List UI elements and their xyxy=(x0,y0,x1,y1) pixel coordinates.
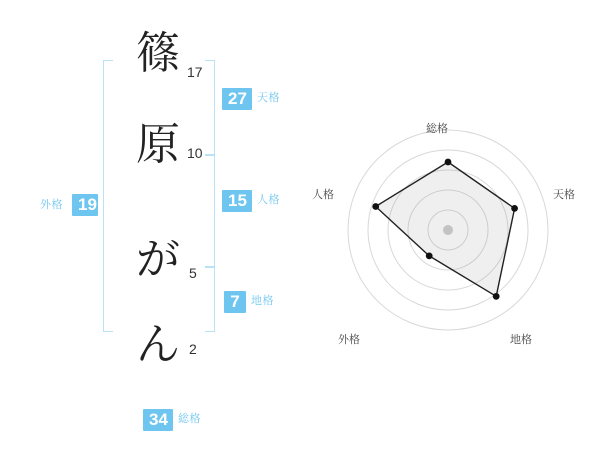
earth-score-bracket xyxy=(205,267,215,332)
score-badge-earth: 7 xyxy=(224,291,246,313)
stroke-count-3: 5 xyxy=(189,265,197,281)
axis-label-outer: 外格 xyxy=(338,334,360,346)
axis-label-person: 人格 xyxy=(312,189,334,201)
name-character-4: ん xyxy=(136,320,180,369)
axis-label-total: 総格 xyxy=(426,123,448,135)
score-badge-person: 15 xyxy=(222,190,252,212)
heaven-score-bracket xyxy=(205,60,215,155)
name-character-3: が xyxy=(136,235,180,284)
score-label-person: 人格 xyxy=(257,194,280,206)
score-label-heaven: 天格 xyxy=(257,92,280,104)
score-badge-heaven: 27 xyxy=(222,88,252,110)
axis-label-earth: 地格 xyxy=(510,334,532,346)
score-label-outer: 外格 xyxy=(40,199,63,211)
stroke-count-4: 2 xyxy=(189,341,197,357)
score-badge-outer: 19 xyxy=(72,194,98,216)
outer-score-bracket xyxy=(103,60,113,332)
radar-chart-panel xyxy=(300,0,600,470)
radar-chart xyxy=(300,40,600,440)
stroke-count-1: 17 xyxy=(187,64,203,80)
name-character-2: 原 xyxy=(136,120,180,169)
score-label-total: 総格 xyxy=(178,413,201,425)
stroke-count-2: 10 xyxy=(187,145,203,161)
name-character-1: 篠 xyxy=(136,29,180,78)
score-badge-total: 34 xyxy=(143,409,173,431)
person-score-bracket xyxy=(205,155,215,267)
score-label-earth: 地格 xyxy=(251,295,274,307)
axis-label-heaven: 天格 xyxy=(553,189,575,201)
